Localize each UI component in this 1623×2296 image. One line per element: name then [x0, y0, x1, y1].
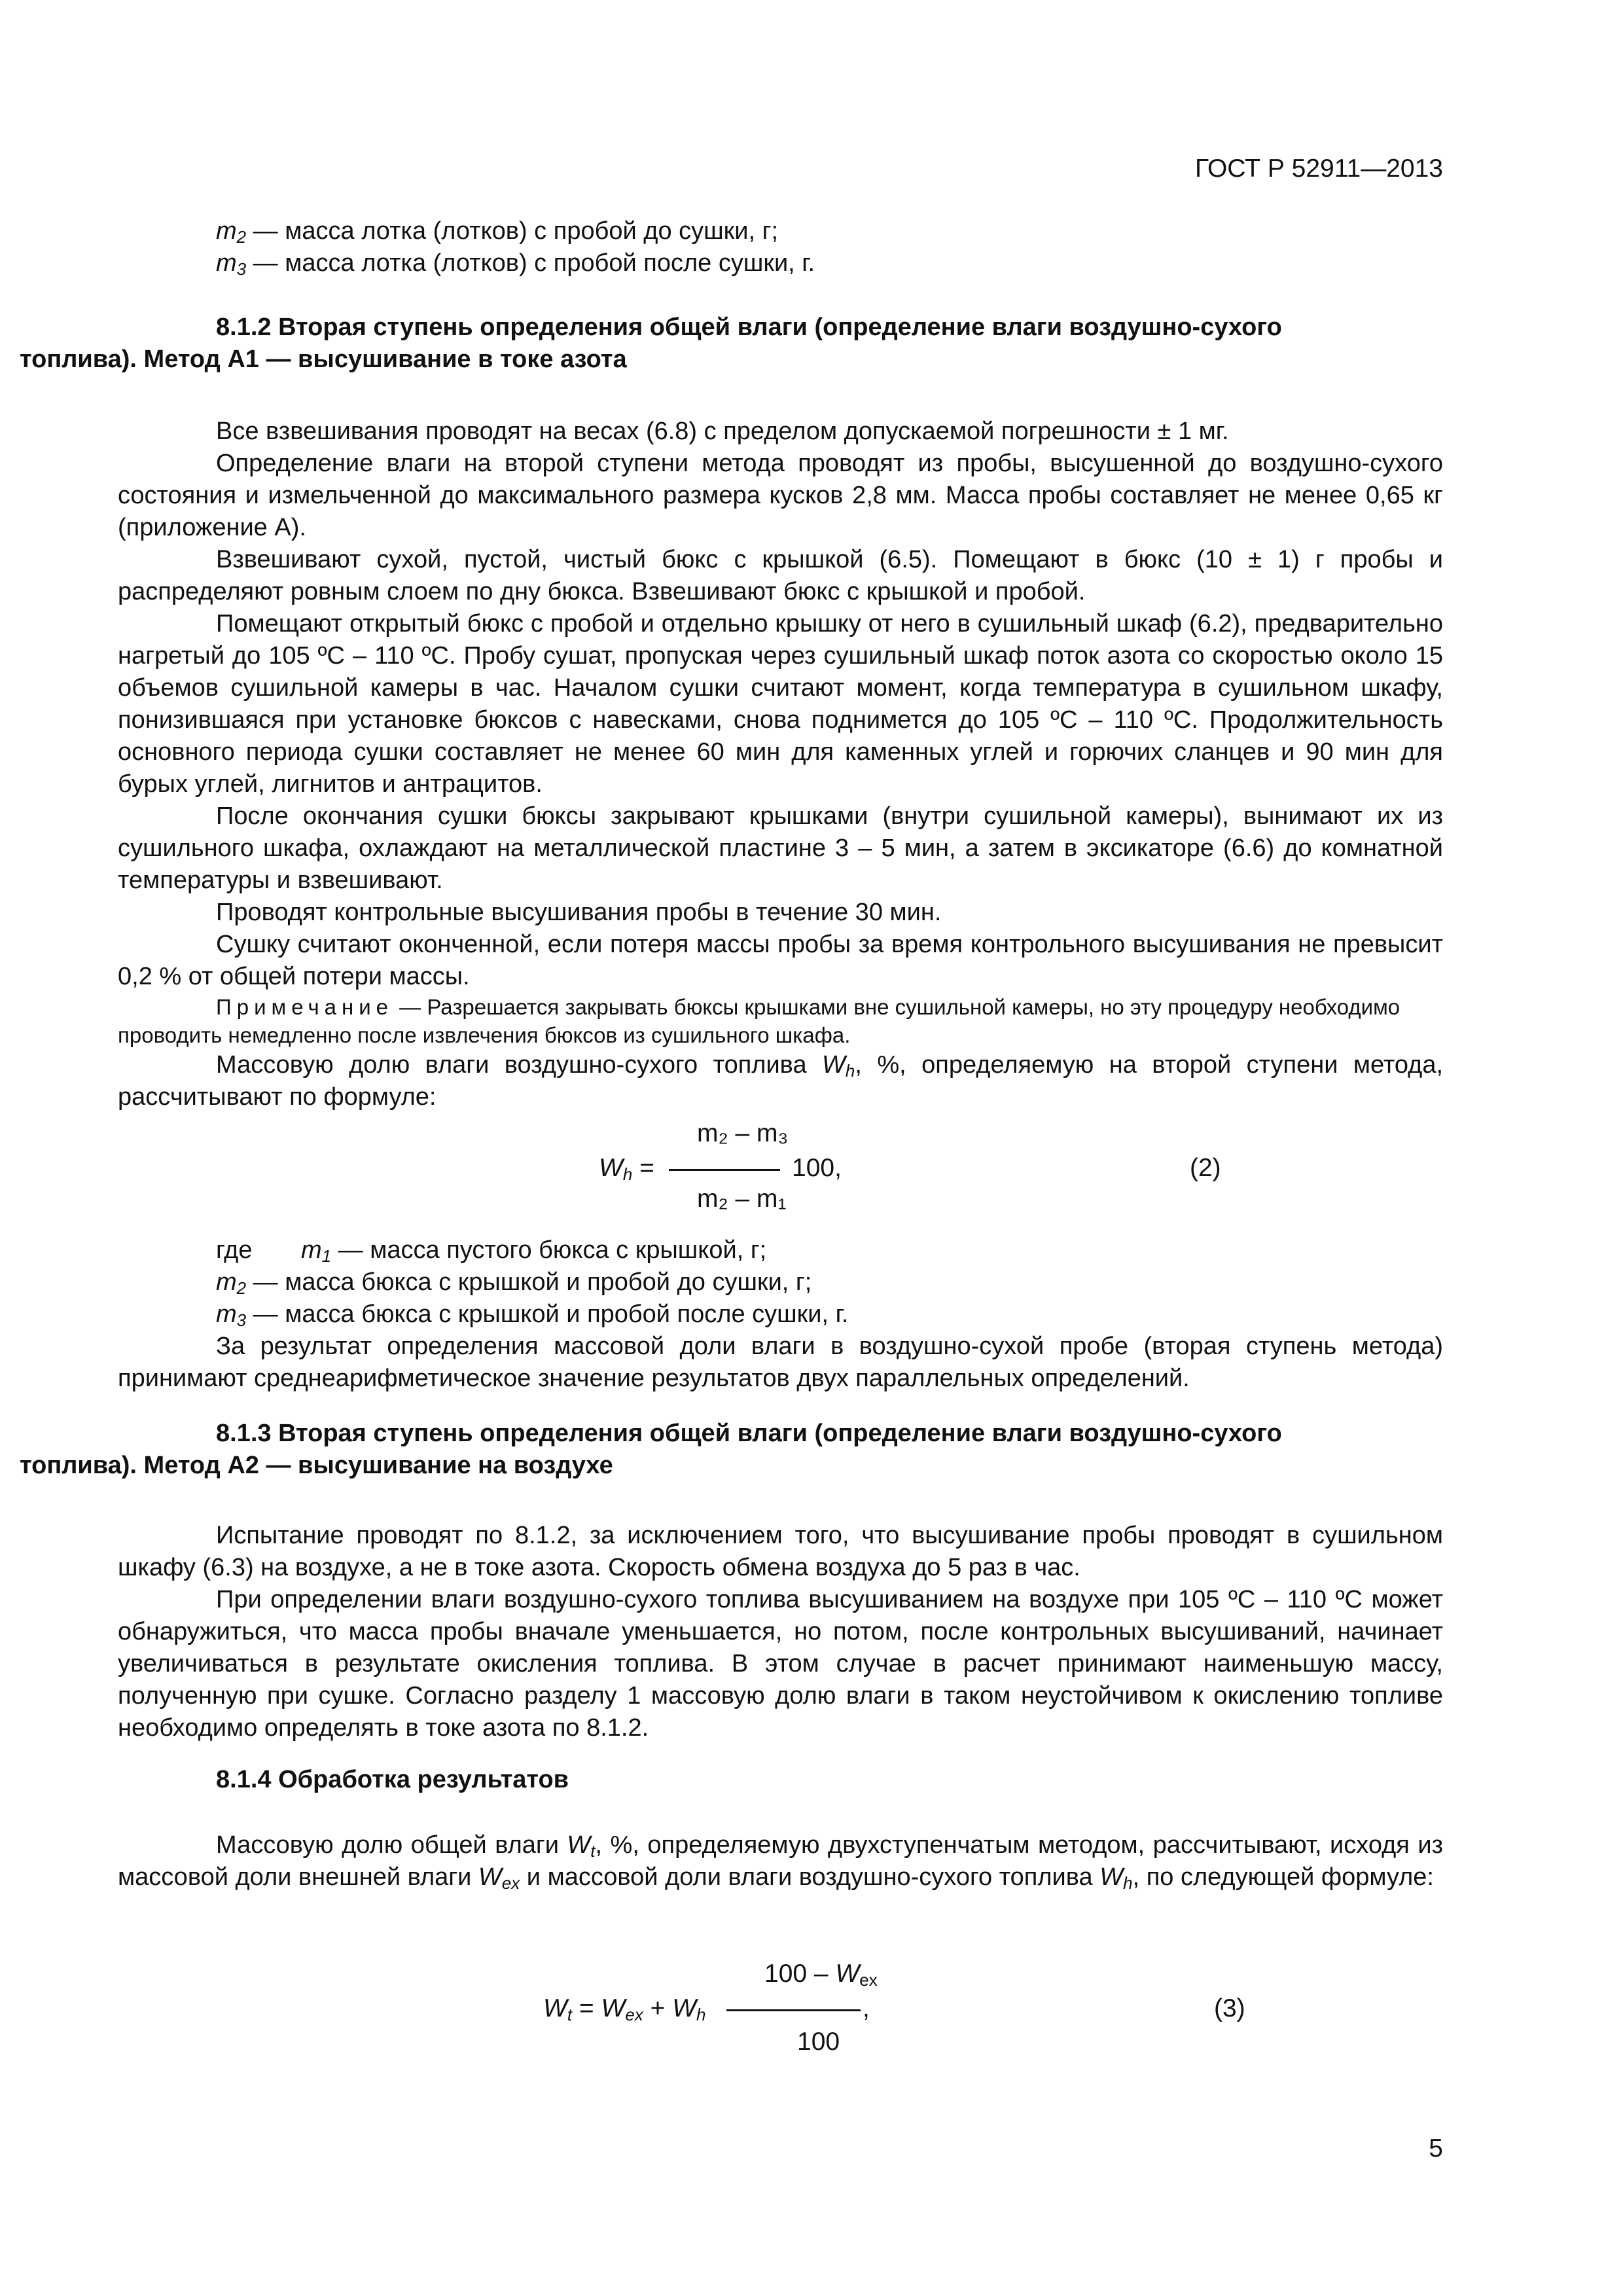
paragraph: Массовую долю влаги воздушно-сухого топлива $W_h$, %, определяемую на второй ступени метода, рассчитывают по формуле:	[118, 1051, 1444, 1111]
definition-m2: $m_2$ — масса лотка (лотков) с пробой до сушки, г;	[216, 217, 779, 247]
section-8-1-2-body	[118, 416, 1443, 1113]
section-8-1-2	[20, 312, 1443, 376]
section-8-1-3-body	[118, 1520, 1443, 1744]
paragraph: При определении влаги воздушно-сухого топлива высушиванием на воздухе при 105 ºС – 110 ºС может обнаружиться, что масса пробы вначале уменьшается, но потом, после контрольных высушиваний, начинает увеличиваться в результате окисления топлива. В этом случае в расчет принимают наименьшую массу, полученную при сушке. Согласно разделу 1 массовую долю влаги в таком неустойчивом к окислению топливе необходимо определять в токе азота по 8.1.2.	[118, 1586, 1443, 1742]
paragraph: Все взвешивания проводят на весах (6.8) с пределом допускаемой погрешности ± 1 мг.	[216, 418, 1229, 445]
paragraph: Проводят контрольные высушивания пробы в течение 30 мин.	[216, 899, 942, 926]
section-8-1-3	[20, 1418, 1443, 1482]
formula-2-numerator: m₂ – m₃	[697, 1119, 789, 1147]
definition-m2: $m_2$ — масса бюкса с крышкой и пробой до сушки, г;	[216, 1268, 812, 1298]
definition-m3: $m_3$ — масса лотка (лотков) с пробой после сушки, г.	[216, 249, 815, 279]
document-header: ГОСТ Р 52911—2013	[1195, 154, 1443, 183]
definition-m1: где $m_1$ — масса пустого бюкса с крышкой, г;	[216, 1236, 767, 1266]
top-definitions	[118, 215, 1443, 279]
note: Примечание — Разрешается закрывать бюксы крышками вне сушильной камеры, но эту процедуру необходимо проводить немедленно после извлечения бюксов из сушильного шкафа.	[118, 995, 1400, 1047]
section-heading-8-1-2: 8.1.2 Вторая ступень определения общей влаги (определение влаги воздушно-сухого топлива). Метод А1 — высушивание в токе азота	[20, 314, 1282, 373]
paragraph: Помещают открытый бюкс с пробой и отдельно крышку от него в сушильный шкаф (6.2), предварительно нагретый до 105 ºС – 110 ºС. Пробу сушат, пропуская через сушильный шкаф поток азота со скоростью около 15 объемов сушильной камеры в час. Началом сушки считают момент, когда температура в сушильном шкафу, понизившаяся при установке бюксов с навесками, снова поднимется до 105 ºС – 110 ºС. Продолжительность основного периода сушки составляет не менее 60 мин для каменных углей и горючих сланцев и 90 мин для бурых углей, лигнитов и антрацитов.	[118, 610, 1443, 798]
paragraph: Определение влаги на второй ступени метода проводят из пробы, высушенной до воздушно-сухого состояния и измельченной до максимального размера кусков 2,8 мм. Масса пробы составляет не менее 0,65 кг (приложение А).	[118, 450, 1443, 541]
equation-number-3: (3)	[1214, 1994, 1245, 2022]
paragraph: Испытание проводят по 8.1.2, за исключением того, что высушивание пробы проводят в сушильном шкафу (6.3) на воздухе, а не в токе азота. Скорость обмена воздуха до 5 раз в час.	[118, 1522, 1443, 1581]
formula-2-denominator: m₂ – m₁	[697, 1185, 787, 1213]
formula-3-comma: ,	[863, 1994, 870, 2022]
section-heading-8-1-4: 8.1.4 Обработка результатов	[216, 1766, 569, 1793]
section-8-1-4	[118, 1764, 1443, 1796]
formula-3-numerator: $100 - W_{ex}$	[764, 1960, 878, 1990]
formula-2-lhs: $W_h$ =	[599, 1154, 654, 1184]
page-number: 5	[1429, 2134, 1443, 2162]
paragraph: Массовую долю общей влаги $W_t$, %, определяемую двухступенчатым методом, рассчитывают, исходя из массовой доли внешней влаги $W_{ex}$ и массовой доли влаги воздушно-сухого топлива $W_h$, по следующей формуле:	[118, 1831, 1443, 1893]
formula-2-multiplier: 100,	[792, 1154, 842, 1182]
paragraph: Сушку считают оконченной, если потеря массы пробы за время контрольного высушивания не превысит 0,2 % от общей потери массы.	[118, 931, 1443, 990]
definition-m3: $m_3$ — масса бюкса с крышкой и пробой после сушки, г.	[216, 1300, 849, 1330]
formula-3-denominator: 100	[797, 2028, 840, 2056]
formula-3-lhs: $W_t = W_{ex} + W_h$	[543, 1994, 706, 2024]
formula-2-definitions	[118, 1234, 1443, 1395]
equation-number-2: (2)	[1190, 1154, 1221, 1182]
section-8-1-4-body	[118, 1829, 1443, 1893]
paragraph: После окончания сушки бюксы закрывают крышками (внутри сушильной камеры), вынимают их из сушильного шкафа, охлаждают на металлической пластине 3 – 5 мин, а затем в эксикаторе (6.6) до комнатной температуры и взвешивают.	[118, 802, 1443, 894]
paragraph: За результат определения массовой доли влаги в воздушно-сухой пробе (вторая ступень метода) принимают среднеарифметическое значение результатов двух параллельных определений.	[118, 1333, 1443, 1392]
paragraph: Взвешивают сухой, пустой, чистый бюкс с крышкой (6.5). Помещают в бюкс (10 ± 1) г пробы и распределяют ровным слоем по дну бюкса. Взвешивают бюкс с крышкой и пробой.	[118, 546, 1443, 605]
section-heading-8-1-3: 8.1.3 Вторая ступень определения общей влаги (определение влаги воздушно-сухого топлива). Метод А2 — высушивание на воздухе	[20, 1420, 1282, 1479]
fraction-bar	[669, 1169, 780, 1171]
fraction-bar	[726, 2009, 861, 2011]
